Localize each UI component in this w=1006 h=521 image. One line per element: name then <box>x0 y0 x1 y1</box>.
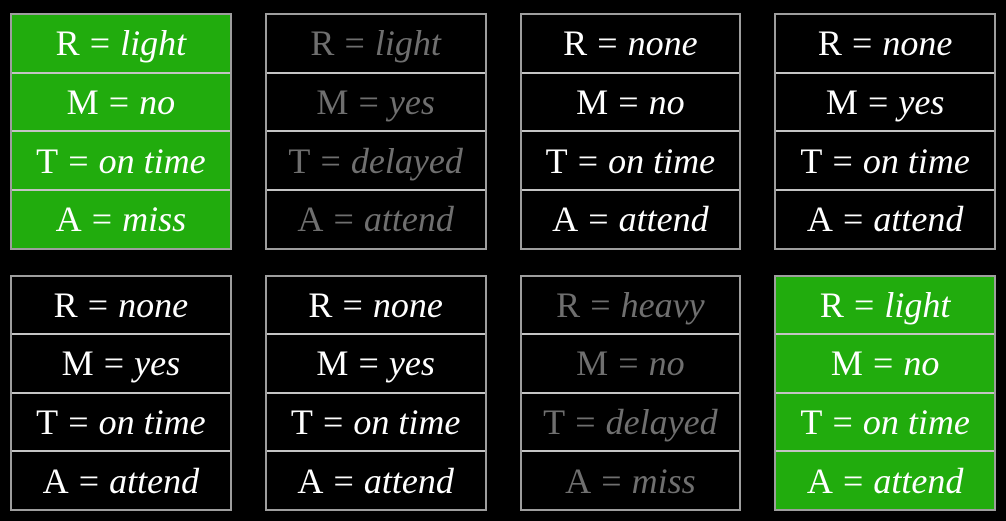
equals-sign: = <box>618 81 639 122</box>
variable-letter: R <box>55 23 80 64</box>
variable-value: on time <box>862 140 970 181</box>
equals-sign: = <box>68 402 89 443</box>
variable-letter: M <box>316 81 349 122</box>
equals-sign: = <box>87 284 109 325</box>
assignment-card <box>265 275 487 512</box>
variable-letter: A <box>565 460 592 501</box>
variable-value: miss <box>122 199 187 240</box>
assignment-card <box>774 275 996 512</box>
assignment-row <box>267 15 485 72</box>
variable-value: delayed <box>605 402 718 443</box>
variable-value: attend <box>109 460 200 501</box>
variable-value: attend <box>873 460 964 501</box>
variable-value: none <box>372 284 443 325</box>
assignment-row <box>12 15 230 72</box>
assignment-row <box>776 333 994 392</box>
assignment-card <box>520 275 742 512</box>
equals-sign: = <box>342 284 363 325</box>
assignment-row <box>267 72 485 131</box>
variable-letter: M <box>576 81 609 122</box>
assignment-row <box>522 277 740 334</box>
variable-letter: T <box>800 402 823 443</box>
assignment-row <box>522 392 740 451</box>
assignment-row <box>776 392 994 451</box>
variable-value: no <box>139 81 176 122</box>
equals-sign: = <box>68 140 89 181</box>
equals-sign: = <box>103 343 125 384</box>
equals-sign: = <box>867 81 889 122</box>
variable-letter: T <box>800 140 823 181</box>
variable-letter: A <box>806 199 833 240</box>
assignment-card <box>10 13 232 250</box>
assignment-card <box>265 13 487 250</box>
variable-letter: M <box>576 343 609 384</box>
variable-value: yes <box>388 343 435 384</box>
variable-letter: A <box>55 199 82 240</box>
equals-sign: = <box>842 199 864 240</box>
variable-value: yes <box>134 343 181 384</box>
variable-letter: T <box>36 402 59 443</box>
assignment-row <box>522 450 740 509</box>
equals-sign: = <box>577 140 599 181</box>
variable-letter: A <box>806 460 833 501</box>
assignment-row <box>12 333 230 392</box>
equals-sign: = <box>588 199 609 240</box>
assignment-row <box>12 277 230 334</box>
variable-value: attend <box>873 199 964 240</box>
variable-value: delayed <box>350 140 463 181</box>
variable-letter: T <box>545 140 568 181</box>
variable-letter: R <box>563 23 588 64</box>
variable-value: attend <box>363 460 454 501</box>
equals-sign: = <box>597 23 618 64</box>
equals-sign: = <box>320 140 341 181</box>
variable-letter: R <box>556 284 581 325</box>
assignment-row <box>522 15 740 72</box>
variable-letter: T <box>288 140 311 181</box>
equals-sign: = <box>333 199 354 240</box>
variable-value: attend <box>363 199 454 240</box>
assignment-row <box>12 72 230 131</box>
variable-value: attend <box>618 199 709 240</box>
assignment-row <box>522 72 740 131</box>
equals-sign: = <box>358 81 379 122</box>
equals-sign: = <box>91 199 113 240</box>
variable-value: light <box>120 23 187 64</box>
assignment-row <box>776 72 994 131</box>
assignment-row <box>776 189 994 248</box>
assignment-row <box>267 130 485 189</box>
variable-letter: A <box>297 199 324 240</box>
variable-value: on time <box>98 402 206 443</box>
assignment-row <box>776 15 994 72</box>
equals-sign: = <box>575 402 596 443</box>
variable-letter: M <box>825 81 858 122</box>
equals-sign: = <box>89 23 111 64</box>
variable-value: none <box>627 23 698 64</box>
equals-sign: = <box>832 140 853 181</box>
equals-sign: = <box>842 460 864 501</box>
variable-letter: A <box>552 199 579 240</box>
variable-value: on time <box>98 140 206 181</box>
variable-value: on time <box>608 140 716 181</box>
equals-sign: = <box>78 460 100 501</box>
variable-letter: T <box>36 140 59 181</box>
assignment-row <box>12 130 230 189</box>
assignment-card <box>774 13 996 250</box>
variable-value: no <box>648 81 685 122</box>
variable-letter: M <box>66 81 99 122</box>
assignment-card <box>10 275 232 512</box>
variable-letter: R <box>308 284 333 325</box>
variable-value: light <box>374 23 441 64</box>
variable-letter: M <box>830 343 863 384</box>
assignment-row <box>522 333 740 392</box>
variable-value: heavy <box>620 284 705 325</box>
assignment-row <box>776 450 994 509</box>
equals-sign: = <box>851 23 873 64</box>
equals-sign: = <box>872 343 894 384</box>
variable-value: no <box>903 343 940 384</box>
assignment-row <box>267 189 485 248</box>
variable-value: none <box>882 23 953 64</box>
assignment-row <box>267 333 485 392</box>
variable-letter: R <box>819 284 844 325</box>
equals-sign: = <box>590 284 611 325</box>
equals-sign: = <box>322 402 344 443</box>
equals-sign: = <box>618 343 639 384</box>
variable-value: on time <box>353 402 461 443</box>
variable-letter: M <box>61 343 94 384</box>
equals-sign: = <box>358 343 379 384</box>
assignment-row <box>776 277 994 334</box>
variable-letter: M <box>316 343 349 384</box>
equals-sign: = <box>601 460 622 501</box>
equals-sign: = <box>853 284 875 325</box>
equals-sign: = <box>333 460 354 501</box>
assignment-row <box>267 450 485 509</box>
equals-sign: = <box>108 81 130 122</box>
assignment-row <box>267 277 485 334</box>
assignment-row <box>12 450 230 509</box>
variable-letter: A <box>42 460 69 501</box>
variable-value: light <box>884 284 951 325</box>
variable-letter: T <box>543 402 566 443</box>
variable-value: yes <box>898 81 945 122</box>
variable-value: none <box>118 284 189 325</box>
variable-letter: A <box>297 460 324 501</box>
assignment-row <box>522 189 740 248</box>
assignment-card <box>520 13 742 250</box>
assignment-row <box>12 189 230 248</box>
variable-value: miss <box>631 460 696 501</box>
variable-letter: R <box>53 284 78 325</box>
assignment-row <box>522 130 740 189</box>
equals-sign: = <box>832 402 853 443</box>
variable-value: no <box>648 343 685 384</box>
variable-value: yes <box>388 81 435 122</box>
variable-letter: T <box>290 402 313 443</box>
variable-letter: R <box>310 23 335 64</box>
assignment-row <box>776 130 994 189</box>
variable-value: on time <box>862 402 970 443</box>
variable-letter: R <box>817 23 842 64</box>
equals-sign: = <box>344 23 365 64</box>
assignment-row <box>12 392 230 451</box>
assignment-row <box>267 392 485 451</box>
